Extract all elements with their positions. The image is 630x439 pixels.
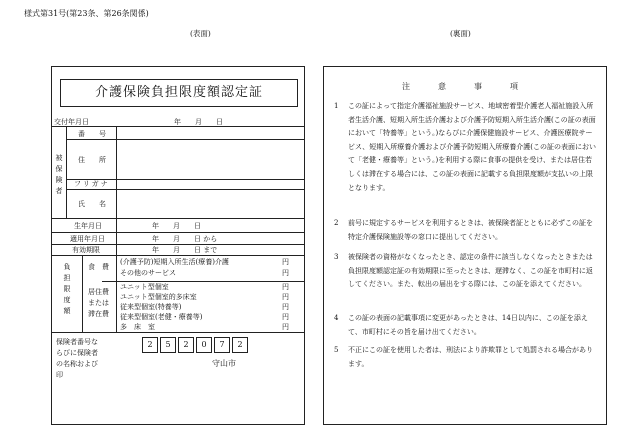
insurer-label-line: の名称および	[56, 360, 98, 368]
living-row-unit: 円	[282, 303, 289, 311]
living-row-name: ユニット型個室	[120, 283, 169, 291]
food-row-name: その他のサービス	[120, 269, 176, 277]
note-number: 5	[334, 346, 339, 354]
rule-birth	[52, 232, 304, 233]
expiry-date-value: 年 月 日 まで	[152, 246, 218, 254]
limit-label: 負担限度額	[63, 263, 71, 315]
note-number: 3	[334, 253, 339, 261]
living-row-name: 従来型個室(特養等)	[120, 303, 182, 311]
note-text: この証によって指定介護福祉施設サービス、地域密着型介護老人福祉施設入所者生活介護、短期入所生活介護および介護予防短期入所生活介護(この証の表面において「特養等」という。)ならびに介護保健施設サービス、介護医療院サービス、短期入所療養介護および介護予防短期入所療養介護(この証の表面において「老健・療養等」という。)を利用する際に食事の提供を受け、または居住若しくは滞在する場合には、この証の表面に記載する負担限度額が支払いの上限となります。	[348, 102, 596, 192]
rule-subcat-col	[116, 255, 117, 332]
rule-expiry	[52, 255, 304, 256]
living-row-name: ユニット型個室的多床室	[120, 293, 197, 301]
rule-limit-col	[82, 255, 83, 332]
front-side-label: (表面)	[190, 29, 211, 38]
certificate-back	[323, 66, 607, 425]
rule-name	[52, 218, 304, 219]
living-cost-label-line: 滞在費	[88, 310, 109, 318]
insurer-number-digit: 2	[232, 337, 248, 353]
expiry-date-label: 有効期限	[72, 246, 100, 254]
insured-number-label: 番 号	[78, 130, 106, 138]
note-number: 2	[334, 219, 339, 227]
insurer-number-digit: 5	[160, 337, 176, 353]
note-number: 1	[334, 102, 339, 110]
living-row-name: 従来型個室(老健・療養等)	[120, 313, 203, 321]
effective-date-label: 適用年月日	[70, 235, 105, 243]
birth-date-value: 年 月 日	[152, 222, 201, 230]
note-item	[334, 100, 598, 195]
note-text: 不正にこの証を使用した者は、刑法により詐欺罪として処罰される場合があります。	[348, 346, 593, 368]
insurer-number-digit: 0	[196, 337, 212, 353]
living-cost-label-line: または	[88, 299, 109, 307]
insurer-number-boxes	[142, 337, 254, 353]
insurer-label-line: らびに保険者	[56, 349, 98, 357]
insurer-name: 守山市	[212, 359, 236, 368]
living-row-unit: 円	[282, 283, 289, 291]
insurer-number-digit: 2	[178, 337, 194, 353]
food-row-unit: 円	[282, 269, 289, 277]
food-row-name: (介護予防)短期入所生活(療養)介護	[120, 258, 229, 266]
insurer-number-digit: 2	[142, 337, 158, 353]
insured-address-label: 住 所	[78, 156, 106, 164]
insurer-label-line: 保険者番号な	[56, 338, 98, 346]
certificate-front	[51, 66, 305, 425]
living-row-unit: 円	[282, 323, 289, 331]
certificate-title: 介護保険負担限度額認定証	[60, 79, 298, 107]
issue-date-value: 年 月 日	[174, 118, 223, 126]
form-number: 様式第31号(第23条、第26条関係)	[24, 9, 149, 18]
insured-name-label: 氏 名	[78, 200, 106, 208]
rule-label-col	[116, 126, 117, 255]
rule-number	[66, 139, 304, 140]
effective-date-value: 年 月 日 から	[152, 235, 218, 243]
living-row-unit: 円	[282, 293, 289, 301]
note-text: この証の表面の記載事項に変更があったときは、14日以内に、この証を添えて、市町村にその旨を届け出てください。	[348, 314, 588, 336]
issue-date-label: 交付年月日	[54, 118, 89, 126]
living-row-name: 多 床 室	[120, 323, 155, 331]
notes-title: 注 意 事 項	[402, 82, 528, 91]
back-side-label: (裏面)	[450, 29, 471, 38]
insurer-label-line: 印	[56, 371, 63, 379]
rule-top	[52, 126, 304, 127]
insured-label: 被保険者	[55, 154, 63, 195]
rule-insured-col	[66, 126, 67, 218]
note-item	[334, 217, 598, 244]
rule-living	[52, 332, 304, 333]
note-item	[334, 251, 598, 292]
food-cost-label: 食 費	[88, 263, 109, 271]
insured-furigana-label: フリガナ	[74, 180, 110, 188]
insurer-number-digit: 7	[214, 337, 230, 353]
birth-date-label: 生年月日	[74, 222, 102, 230]
note-text: 被保険者の資格がなくなったとき、認定の条件に該当しなくなったときまたは負担限度額認定証の有効期限に至ったときは、遅滞なく、この証を市町村に返してください。また、転出の届出をする際には、この証を添えてください。	[348, 253, 593, 289]
note-item	[334, 312, 598, 339]
living-row-unit: 円	[282, 313, 289, 321]
note-text: 前号に規定するサービスを利用するときは、被保険者証とともに必ずこの証を特定介護保険施設等の窓口に提出してください。	[348, 219, 593, 241]
rule-furigana	[66, 189, 304, 190]
food-row-unit: 円	[282, 258, 289, 266]
note-item	[334, 344, 598, 371]
note-number: 4	[334, 314, 339, 322]
living-cost-label-line: 居住費	[88, 288, 109, 296]
